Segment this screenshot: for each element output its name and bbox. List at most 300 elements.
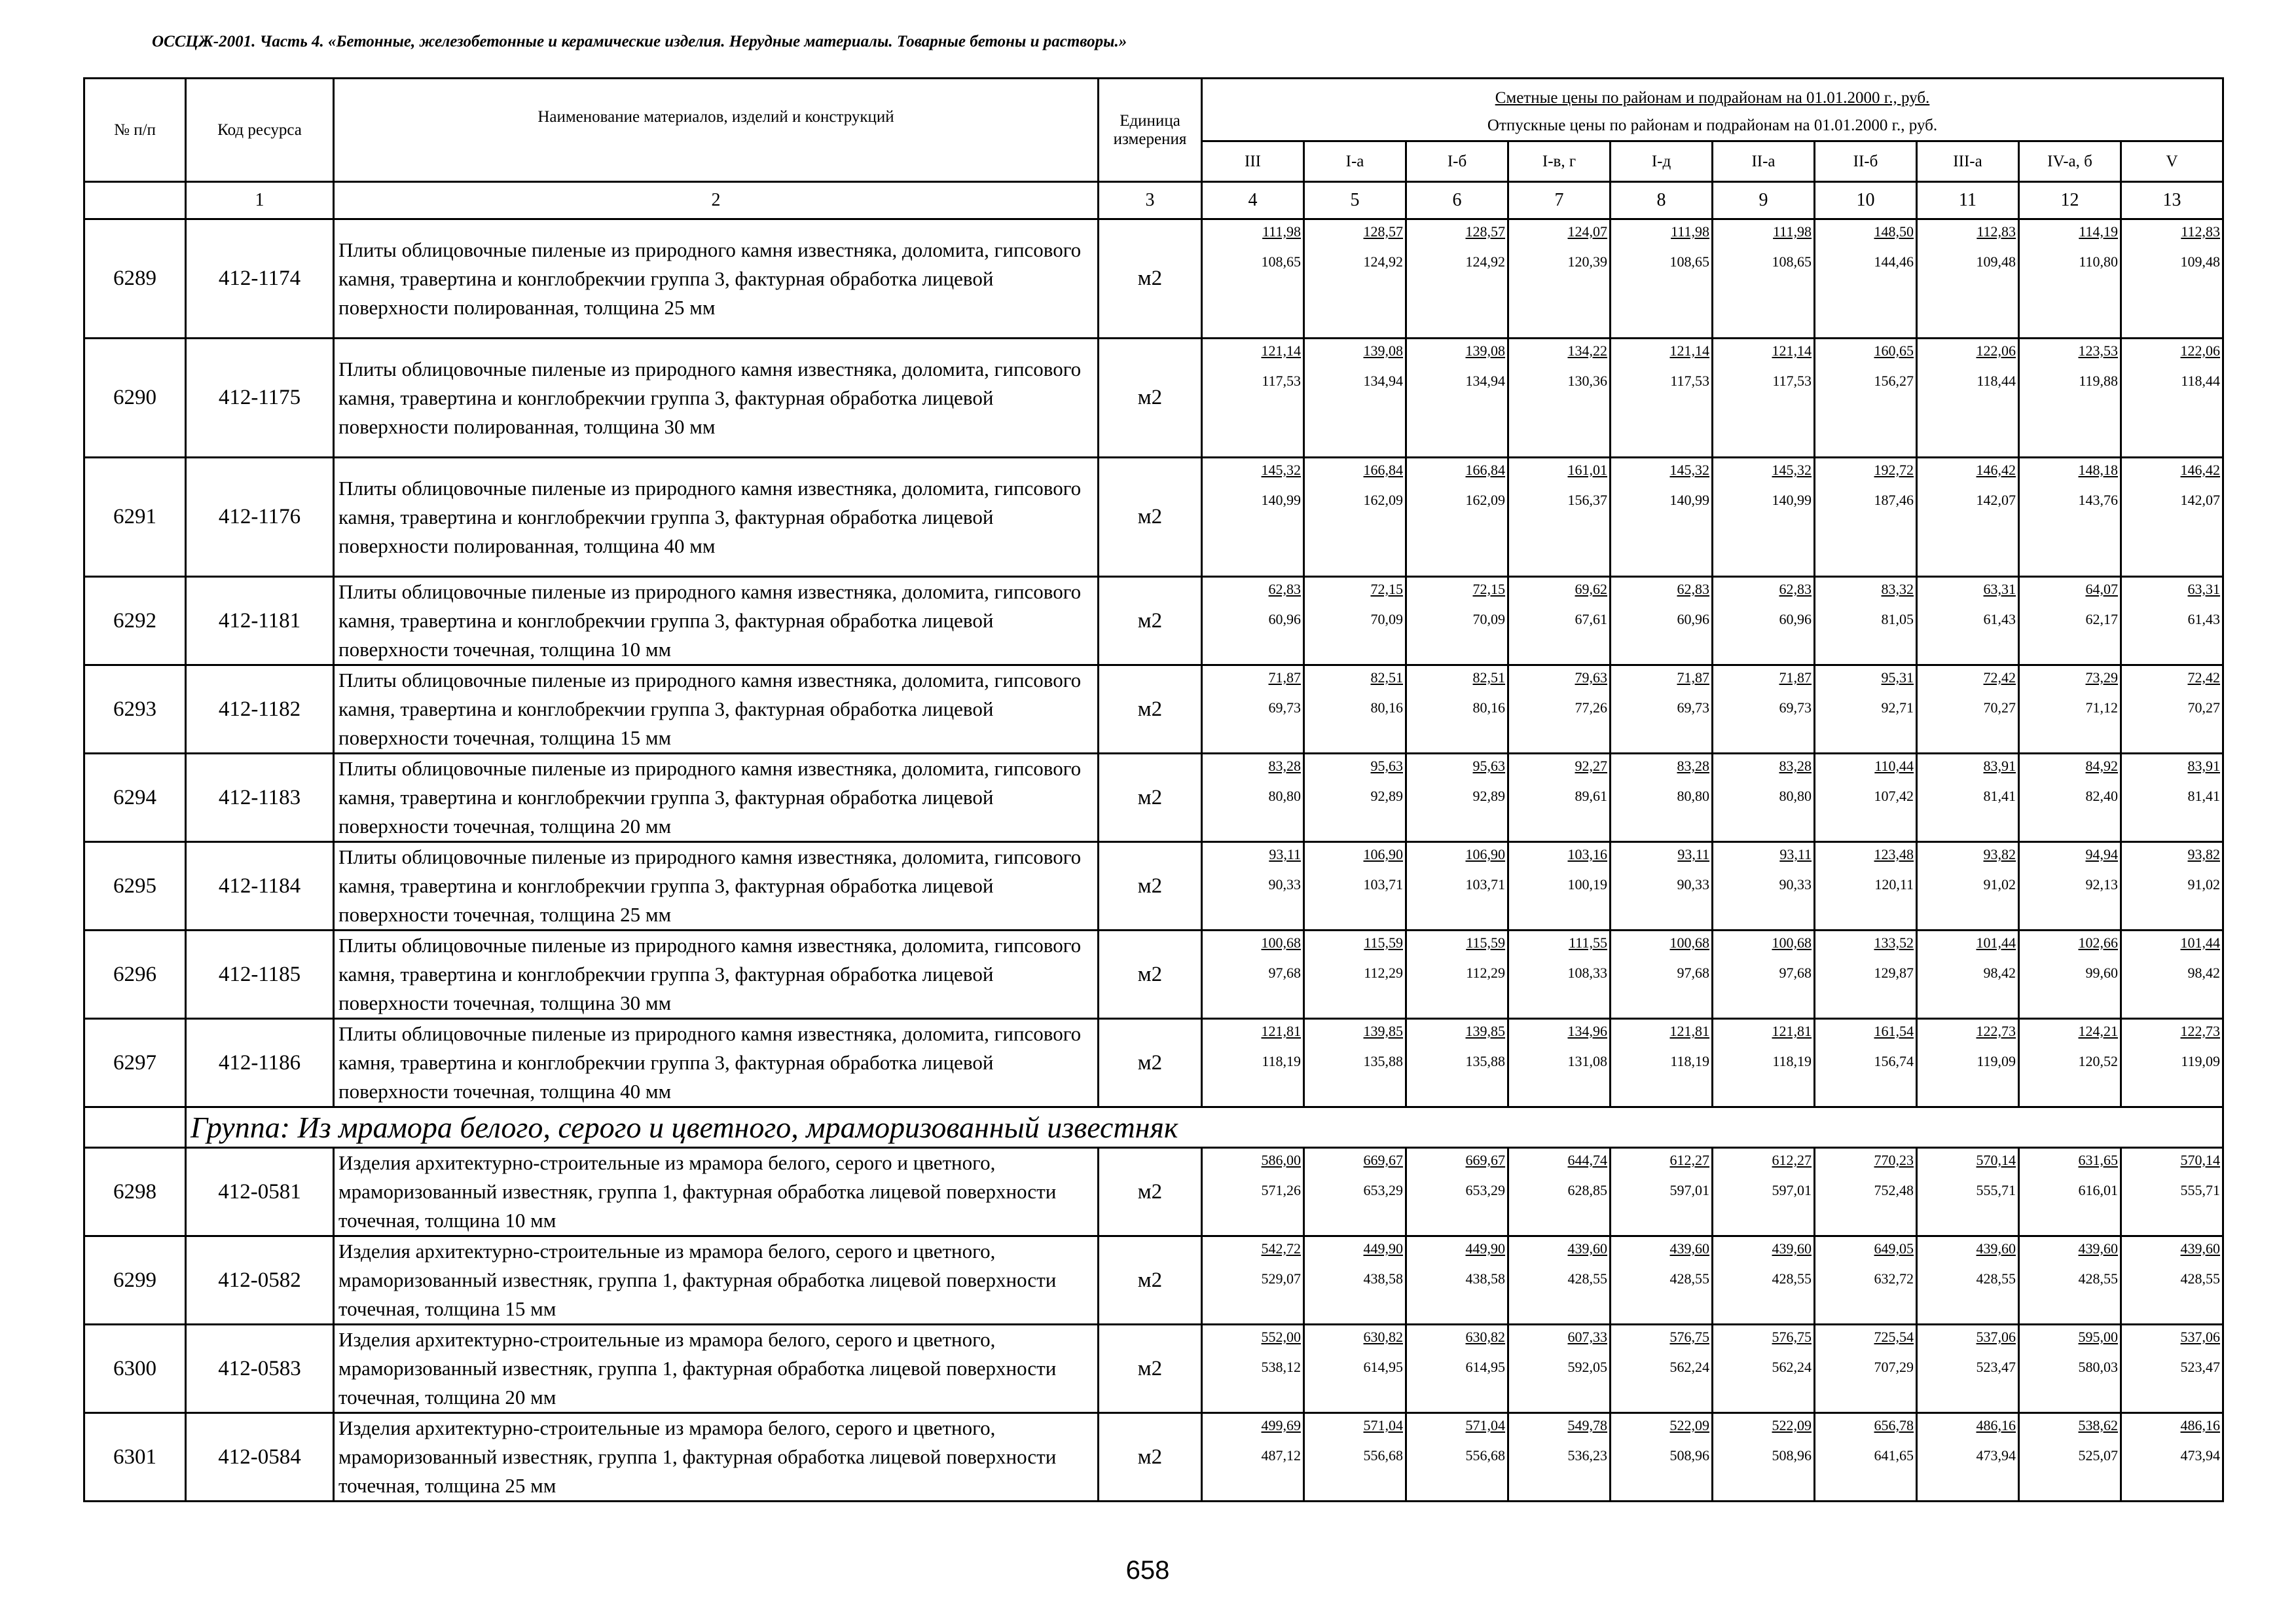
price-cell	[1917, 1236, 2019, 1325]
estimate-price: 631,65	[2078, 1152, 2118, 1168]
release-price: 112,29	[1466, 965, 1505, 981]
estimate-price: 83,91	[2187, 758, 2221, 774]
price-cell	[1713, 842, 1815, 931]
price-cell	[1406, 1236, 1508, 1325]
resource-code: 412-0583	[186, 1325, 334, 1413]
estimate-price: 111,98	[1773, 223, 1812, 240]
estimate-price: 630,82	[1363, 1329, 1403, 1345]
price-cell	[1611, 458, 1713, 577]
estimate-price: 93,82	[2187, 846, 2221, 862]
price-cell	[1815, 219, 1917, 339]
price-cell	[2121, 1019, 2223, 1107]
price-cell	[1406, 754, 1508, 842]
price-cell	[1304, 754, 1406, 842]
estimate-price: 139,08	[1465, 342, 1505, 359]
header-unit	[1099, 79, 1202, 182]
table-row	[84, 931, 2223, 1019]
price-cell	[1611, 931, 1713, 1019]
row-num: 6300	[84, 1325, 186, 1413]
row-num: 6291	[84, 458, 186, 577]
release-price: 156,27	[1874, 373, 1914, 389]
estimate-price: 145,32	[1772, 462, 1812, 478]
estimate-price: 111,55	[1569, 934, 1607, 951]
release-price: 91,02	[1983, 876, 2016, 893]
estimate-price: 72,15	[1370, 581, 1403, 597]
estimate-price: 100,68	[1669, 934, 1709, 951]
price-cell	[2019, 1413, 2121, 1502]
release-price: 69,73	[1268, 699, 1301, 716]
estimate-price: 102,66	[2078, 934, 2118, 951]
header-region: IV-а, б	[2019, 141, 2121, 182]
release-price: 92,89	[1370, 788, 1403, 804]
estimate-price: 93,11	[1677, 846, 1709, 862]
group-row	[84, 1107, 2223, 1148]
release-price: 97,68	[1779, 965, 1812, 981]
estimate-price: 656,78	[1874, 1417, 1914, 1433]
estimate-price: 93,11	[1269, 846, 1301, 862]
price-cell	[1713, 339, 1815, 458]
price-cell	[1611, 1236, 1713, 1325]
estimate-price: 83,91	[1983, 758, 2016, 774]
row-num: 6290	[84, 339, 186, 458]
header-region: III-а	[1917, 141, 2019, 182]
estimate-price: 71,87	[1268, 669, 1301, 686]
release-price: 124,92	[1363, 253, 1403, 270]
release-price: 119,09	[1977, 1053, 2016, 1069]
estimate-price: 123,53	[2078, 342, 2118, 359]
estimate-price: 106,90	[1363, 846, 1403, 862]
price-cell	[1202, 1413, 1304, 1502]
estimate-price: 486,16	[2180, 1417, 2221, 1433]
price-cell	[1611, 754, 1713, 842]
release-price: 62,17	[2085, 611, 2118, 627]
estimate-price: 72,15	[1472, 581, 1505, 597]
release-price: 529,07	[1261, 1270, 1301, 1287]
price-cell	[1713, 577, 1815, 665]
estimate-price: 115,59	[1466, 934, 1505, 951]
release-price: 135,88	[1465, 1053, 1505, 1069]
price-cell	[1304, 842, 1406, 931]
release-price: 60,96	[1268, 611, 1301, 627]
estimate-price: 449,90	[1363, 1240, 1403, 1257]
material-name: Плиты облицовочные пиленые из природного камня известняка, доломита, гипсового камня, травертина и конглобрекчии группа 3, фактурная обработка лицевой поверхности полированная, толщина 40 мм	[334, 458, 1099, 577]
price-cell	[1713, 754, 1815, 842]
release-price: 508,96	[1669, 1447, 1709, 1464]
estimate-price: 166,84	[1363, 462, 1403, 478]
price-cell	[1406, 665, 1508, 754]
estimate-price: 595,00	[2078, 1329, 2118, 1345]
price-cell	[1611, 1413, 1713, 1502]
release-price: 80,16	[1370, 699, 1403, 716]
release-price: 89,61	[1575, 788, 1607, 804]
resource-code: 412-1184	[186, 842, 334, 931]
release-price: 614,95	[1363, 1359, 1403, 1375]
estimate-price: 101,44	[1976, 934, 2016, 951]
column-number: 2	[334, 182, 1099, 219]
estimate-price: 82,51	[1472, 669, 1505, 686]
price-cell	[1611, 842, 1713, 931]
release-price: 140,99	[1261, 492, 1301, 508]
release-price: 107,42	[1874, 788, 1914, 804]
release-price: 653,29	[1465, 1182, 1505, 1198]
release-price: 707,29	[1874, 1359, 1914, 1375]
price-cell	[1917, 1325, 2019, 1413]
price-cell	[1202, 665, 1304, 754]
estimate-price: 449,90	[1465, 1240, 1505, 1257]
estimate-price: 522,09	[1669, 1417, 1709, 1433]
price-cell	[1815, 1236, 1917, 1325]
price-cell	[1917, 219, 2019, 339]
release-price: 100,19	[1567, 876, 1607, 893]
row-num: 6289	[84, 219, 186, 339]
row-num: 6293	[84, 665, 186, 754]
group-title: Группа: Из мрамора белого, серого и цветного, мраморизованный известняк	[186, 1107, 2223, 1148]
estimate-price: 115,59	[1364, 934, 1403, 951]
price-cell	[1508, 458, 1611, 577]
material-name: Изделия архитектурно-строительные из мрамора белого, серого и цветного, мраморизованный известняк, группа 1, фактурная обработка лицевой поверхности точечная, толщина 10 мм	[334, 1148, 1099, 1236]
header-num: № п/п	[84, 79, 186, 182]
unit: м2	[1099, 931, 1202, 1019]
header-region: I-б	[1406, 141, 1508, 182]
release-price: 80,80	[1677, 788, 1709, 804]
price-cell	[1713, 219, 1815, 339]
price-cell	[1406, 931, 1508, 1019]
price-cell	[2121, 842, 2223, 931]
release-price: 109,48	[2180, 253, 2221, 270]
price-cell	[1917, 458, 2019, 577]
row-num: 6292	[84, 577, 186, 665]
column-number: 10	[1815, 182, 1917, 219]
estimate-price: 571,04	[1363, 1417, 1403, 1433]
price-cell	[1815, 1325, 1917, 1413]
estimate-price: 607,33	[1567, 1329, 1607, 1345]
price-cell	[2019, 219, 2121, 339]
estimate-price: 121,14	[1772, 342, 1812, 359]
price-cell	[1406, 842, 1508, 931]
header-code: Код ресурса	[186, 79, 334, 182]
estimate-price: 486,16	[1976, 1417, 2016, 1433]
price-cell	[1304, 931, 1406, 1019]
estimate-price: 95,63	[1472, 758, 1505, 774]
price-cell	[1304, 1236, 1406, 1325]
estimate-price: 93,82	[1983, 846, 2016, 862]
unit: м2	[1099, 219, 1202, 339]
release-price: 81,41	[1983, 788, 2016, 804]
header-unit-line1: Единица	[1120, 111, 1180, 130]
header-region: II-а	[1713, 141, 1815, 182]
price-cell	[1406, 577, 1508, 665]
estimate-price: 439,60	[2180, 1240, 2221, 1257]
estimate-price: 83,28	[1268, 758, 1301, 774]
estimate-price: 133,52	[1874, 934, 1914, 951]
resource-code: 412-0581	[186, 1148, 334, 1236]
estimate-price: 82,51	[1370, 669, 1403, 686]
estimate-price: 669,67	[1363, 1152, 1403, 1168]
price-cell	[1406, 458, 1508, 577]
estimate-price: 101,44	[2180, 934, 2221, 951]
column-number: 3	[1099, 182, 1202, 219]
estimate-price: 122,73	[1976, 1023, 2016, 1039]
price-cell	[1406, 1325, 1508, 1413]
estimate-price: 145,32	[1261, 462, 1301, 478]
row-num: 6294	[84, 754, 186, 842]
release-price: 117,53	[1262, 373, 1301, 389]
estimate-price: 92,27	[1575, 758, 1607, 774]
estimate-price: 83,28	[1779, 758, 1812, 774]
estimate-price: 123,48	[1874, 846, 1914, 862]
price-cell	[1611, 577, 1713, 665]
estimate-price: 83,32	[1881, 581, 1914, 597]
price-cell	[1917, 1019, 2019, 1107]
estimate-price: 95,31	[1881, 669, 1914, 686]
release-price: 118,44	[1977, 373, 2016, 389]
price-cell	[1917, 339, 2019, 458]
estimate-price: 161,01	[1567, 462, 1607, 478]
price-cell	[1304, 219, 1406, 339]
price-cell	[1815, 665, 1917, 754]
price-cell	[1406, 1019, 1508, 1107]
price-cell	[1815, 754, 1917, 842]
price-cell	[1713, 1019, 1815, 1107]
release-price: 109,48	[1976, 253, 2016, 270]
release-price: 119,88	[2079, 373, 2118, 389]
release-price: 487,12	[1261, 1447, 1301, 1464]
release-price: 580,03	[2078, 1359, 2118, 1375]
price-cell	[1611, 339, 1713, 458]
price-cell	[1304, 577, 1406, 665]
price-cell	[1713, 458, 1815, 577]
price-cell	[2019, 665, 2121, 754]
table-row	[84, 219, 2223, 339]
release-price: 592,05	[1567, 1359, 1607, 1375]
table-row	[84, 1148, 2223, 1236]
price-cell	[1713, 1148, 1815, 1236]
column-number: 1	[186, 182, 334, 219]
estimate-price: 570,14	[2180, 1152, 2221, 1168]
price-cell	[1508, 931, 1611, 1019]
price-cell	[2019, 577, 2121, 665]
estimate-price: 439,60	[1669, 1240, 1709, 1257]
estimate-price: 160,65	[1874, 342, 1914, 359]
release-price: 103,71	[1465, 876, 1505, 893]
release-price: 525,07	[2078, 1447, 2118, 1464]
price-cell	[1508, 1148, 1611, 1236]
release-price: 61,43	[2187, 611, 2221, 627]
header-unit-line2: измерения	[1113, 130, 1187, 148]
resource-code: 412-1181	[186, 577, 334, 665]
material-name: Изделия архитектурно-строительные из мрамора белого, серого и цветного, мраморизованный известняк, группа 1, фактурная обработка лицевой поверхности точечная, толщина 25 мм	[334, 1413, 1099, 1502]
price-cell	[2019, 458, 2121, 577]
price-cell	[1202, 1019, 1304, 1107]
estimate-price: 95,63	[1370, 758, 1403, 774]
price-cell	[1917, 931, 2019, 1019]
price-cell	[1815, 842, 1917, 931]
release-price: 97,68	[1268, 965, 1301, 981]
unit: м2	[1099, 339, 1202, 458]
material-name: Плиты облицовочные пиленые из природного камня известняка, доломита, гипсового камня, травертина и конглобрекчии группа 3, фактурная обработка лицевой поверхности точечная, толщина 25 мм	[334, 842, 1099, 931]
estimate-price: 79,63	[1575, 669, 1607, 686]
estimate-price: 522,09	[1772, 1417, 1812, 1433]
estimate-price: 139,85	[1465, 1023, 1505, 1039]
estimate-price: 124,07	[1567, 223, 1607, 240]
price-cell	[2121, 1325, 2223, 1413]
estimate-price: 63,31	[1983, 581, 2016, 597]
release-price: 69,73	[1677, 699, 1709, 716]
release-price: 752,48	[1874, 1182, 1914, 1198]
release-price: 428,55	[2078, 1270, 2118, 1287]
estimate-price: 62,83	[1779, 581, 1812, 597]
price-cell	[1304, 1413, 1406, 1502]
estimate-price: 63,31	[2187, 581, 2221, 597]
material-name: Плиты облицовочные пиленые из природного камня известняка, доломита, гипсового камня, травертина и конглобрекчии группа 3, фактурная обработка лицевой поверхности точечная, толщина 30 мм	[334, 931, 1099, 1019]
header-price-title	[1202, 79, 2223, 141]
release-price: 81,05	[1881, 611, 1914, 627]
price-title-estimate: Сметные цены по районам и подрайонам на 01.01.2000 г., руб.	[1495, 88, 1930, 107]
price-cell	[1304, 665, 1406, 754]
row-num: 6298	[84, 1148, 186, 1236]
price-cell	[2121, 754, 2223, 842]
price-cell	[1508, 339, 1611, 458]
release-price: 556,68	[1465, 1447, 1505, 1464]
document-header: ОССЦЖ-2001. Часть 4. «Бетонные, железобетонные и керамические изделия. Нерудные материалы. Товарные бетоны и растворы.»	[152, 33, 1127, 50]
price-cell	[2019, 1148, 2121, 1236]
estimate-price: 122,06	[1976, 342, 2016, 359]
material-name: Плиты облицовочные пиленые из природного камня известняка, доломита, гипсового камня, травертина и конглобрекчии группа 3, фактурная обработка лицевой поверхности точечная, толщина 40 мм	[334, 1019, 1099, 1107]
resource-code: 412-1186	[186, 1019, 334, 1107]
estimate-price: 146,42	[2180, 462, 2221, 478]
estimate-price: 542,72	[1261, 1240, 1301, 1257]
column-number: 6	[1406, 182, 1508, 219]
resource-code: 412-1182	[186, 665, 334, 754]
table-row	[84, 1413, 2223, 1502]
estimate-price: 93,11	[1779, 846, 1812, 862]
release-price: 134,94	[1363, 373, 1403, 389]
release-price: 556,68	[1363, 1447, 1403, 1464]
column-number: 9	[1713, 182, 1815, 219]
price-cell	[2121, 577, 2223, 665]
unit: м2	[1099, 577, 1202, 665]
estimate-price: 134,96	[1567, 1023, 1607, 1039]
header-region: II-б	[1815, 141, 1917, 182]
column-number: 11	[1917, 182, 2019, 219]
release-price: 597,01	[1772, 1182, 1812, 1198]
estimate-price: 111,98	[1671, 223, 1709, 240]
release-price: 108,65	[1669, 253, 1709, 270]
estimate-price: 100,68	[1772, 934, 1812, 951]
estimate-price: 73,29	[2085, 669, 2118, 686]
release-price: 143,76	[2078, 492, 2118, 508]
price-cell	[2121, 219, 2223, 339]
estimate-price: 644,74	[1567, 1152, 1607, 1168]
group-blank	[84, 1107, 186, 1148]
release-price: 69,73	[1779, 699, 1812, 716]
estimate-price: 128,57	[1363, 223, 1403, 240]
release-price: 90,33	[1779, 876, 1812, 893]
release-price: 60,96	[1779, 611, 1812, 627]
unit: м2	[1099, 458, 1202, 577]
release-price: 162,09	[1363, 492, 1403, 508]
release-price: 124,92	[1465, 253, 1505, 270]
page-number: 658	[1125, 1556, 1170, 1585]
estimate-price: 121,81	[1669, 1023, 1709, 1039]
price-cell	[1202, 219, 1304, 339]
price-cell	[1202, 1325, 1304, 1413]
price-cell	[1508, 665, 1611, 754]
price-cell	[1917, 665, 2019, 754]
estimate-price: 499,69	[1261, 1417, 1301, 1433]
price-cell	[1304, 1325, 1406, 1413]
row-num: 6299	[84, 1236, 186, 1325]
price-cell	[1815, 931, 1917, 1019]
price-cell	[1202, 577, 1304, 665]
header-name: Наименование материалов, изделий и конструкций	[334, 79, 1099, 182]
release-price: 597,01	[1669, 1182, 1709, 1198]
release-price: 428,55	[1976, 1270, 2016, 1287]
material-name: Изделия архитектурно-строительные из мрамора белого, серого и цветного, мраморизованный известняк, группа 1, фактурная обработка лицевой поверхности точечная, толщина 15 мм	[334, 1236, 1099, 1325]
release-price: 428,55	[1567, 1270, 1607, 1287]
release-price: 162,09	[1465, 492, 1505, 508]
material-name: Плиты облицовочные пиленые из природного камня известняка, доломита, гипсового камня, травертина и конглобрекчии группа 3, фактурная обработка лицевой поверхности полированная, толщина 25 мм	[334, 219, 1099, 339]
estimate-price: 576,75	[1669, 1329, 1709, 1345]
release-price: 156,74	[1874, 1053, 1914, 1069]
release-price: 555,71	[2180, 1182, 2221, 1198]
estimate-price: 69,62	[1575, 581, 1607, 597]
release-price: 98,42	[1983, 965, 2016, 981]
release-price: 134,94	[1465, 373, 1505, 389]
estimate-price: 166,84	[1465, 462, 1505, 478]
estimate-price: 148,18	[2078, 462, 2118, 478]
table-row	[84, 339, 2223, 458]
estimate-price: 612,27	[1772, 1152, 1812, 1168]
release-price: 70,27	[1983, 699, 2016, 716]
release-price: 473,94	[2180, 1447, 2221, 1464]
release-price: 142,07	[2180, 492, 2221, 508]
release-price: 71,12	[2085, 699, 2118, 716]
estimate-price: 62,83	[1268, 581, 1301, 597]
release-price: 142,07	[1976, 492, 2016, 508]
price-cell	[1611, 219, 1713, 339]
material-name: Плиты облицовочные пиленые из природного камня известняка, доломита, гипсового камня, травертина и конглобрекчии группа 3, фактурная обработка лицевой поверхности полированная, толщина 30 мм	[334, 339, 1099, 458]
price-cell	[1202, 1236, 1304, 1325]
resource-code: 412-1174	[186, 219, 334, 339]
price-cell	[1815, 458, 1917, 577]
row-num: 6296	[84, 931, 186, 1019]
header-region: V	[2121, 141, 2223, 182]
price-cell	[1815, 1413, 1917, 1502]
resource-code: 412-1175	[186, 339, 334, 458]
estimate-price: 62,83	[1677, 581, 1709, 597]
price-table	[83, 77, 2224, 1502]
release-price: 61,43	[1983, 611, 2016, 627]
estimate-price: 612,27	[1669, 1152, 1709, 1168]
header-region: I-в, г	[1508, 141, 1611, 182]
material-name: Плиты облицовочные пиленые из природного камня известняка, доломита, гипсового камня, травертина и конглобрекчии группа 3, фактурная обработка лицевой поверхности точечная, толщина 15 мм	[334, 665, 1099, 754]
release-price: 117,53	[1670, 373, 1709, 389]
price-cell	[1815, 1148, 1917, 1236]
row-num: 6295	[84, 842, 186, 931]
table-row	[84, 1019, 2223, 1107]
release-price: 97,68	[1677, 965, 1709, 981]
release-price: 110,80	[2079, 253, 2118, 270]
estimate-price: 576,75	[1772, 1329, 1812, 1345]
unit: м2	[1099, 1325, 1202, 1413]
release-price: 91,02	[2187, 876, 2221, 893]
estimate-price: 83,28	[1677, 758, 1709, 774]
price-cell	[1202, 754, 1304, 842]
price-cell	[1406, 1148, 1508, 1236]
material-name: Плиты облицовочные пиленые из природного камня известняка, доломита, гипсового камня, травертина и конглобрекчии группа 3, фактурная обработка лицевой поверхности точечная, толщина 20 мм	[334, 754, 1099, 842]
release-price: 120,39	[1567, 253, 1607, 270]
